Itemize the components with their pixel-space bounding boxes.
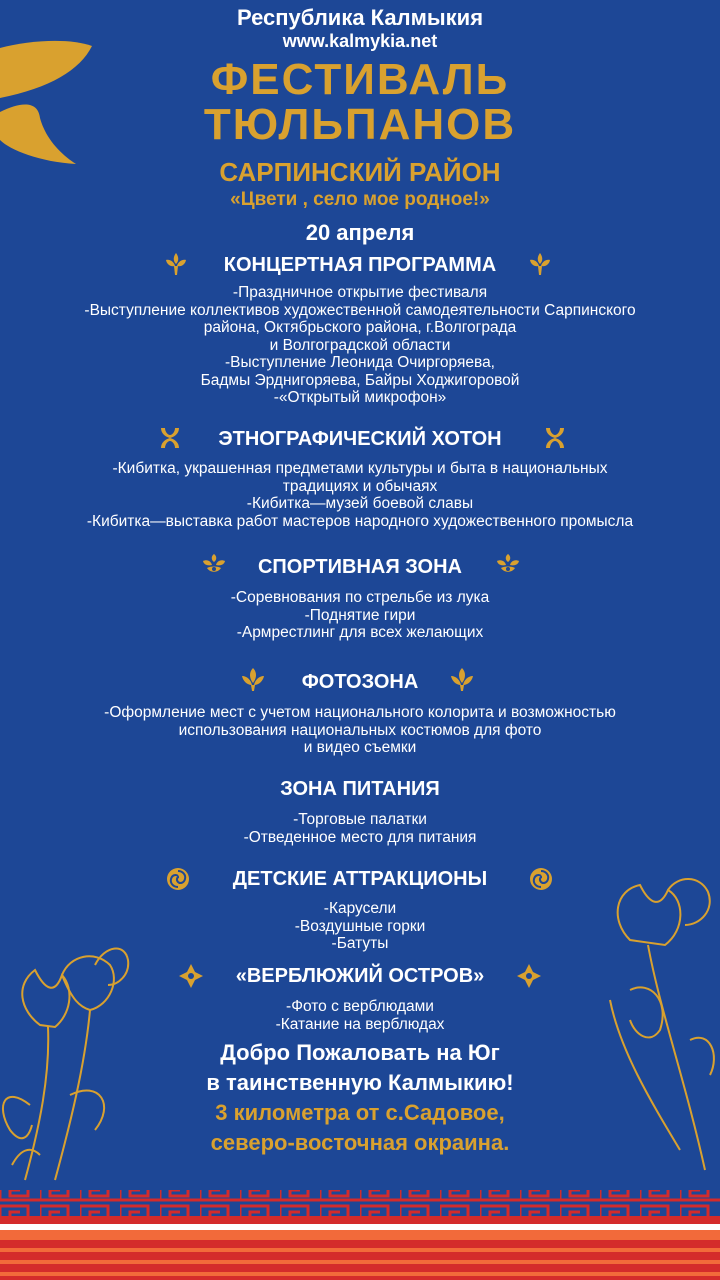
festival-title-line1: ФЕСТИВАЛЬ (210, 55, 510, 104)
section-title-camel: «ВЕРБЛЮЖИЙ ОСТРОВ» (235, 965, 485, 987)
list-item: -Праздничное открытие фестиваля (232, 284, 488, 301)
section-body-ethnographic (0, 460, 720, 530)
ornamental-border (0, 1180, 720, 1280)
list-item: и видео съемки (303, 739, 417, 756)
section-title-sport: СПОРТИВНАЯ ЗОНА (257, 556, 462, 578)
section-body-sport (0, 589, 720, 642)
list-item: -Воздушные горки (294, 917, 426, 935)
location-line2: северо-восточная окраина. (210, 1130, 510, 1155)
list-item: -Батуты (331, 935, 389, 952)
list-item: -Карусели (323, 900, 397, 917)
location-line1: 3 километра от с.Садовое, (215, 1100, 505, 1125)
section-title-kids: ДЕТСКИЕ АТТРАКЦИОНЫ (232, 868, 488, 890)
list-item: -Армрестлинг для всех желающих (236, 624, 484, 641)
list-item: Бадмы Эрднигоряева, Байры Ходжигоровой (200, 371, 520, 389)
diamond-ornament-icon (516, 963, 542, 989)
festival-title-line2: ТЮЛЬПАНОВ (203, 100, 517, 149)
list-item: использования национальных костюмов для фото (178, 721, 542, 739)
list-item: -Выступление коллективов художественной самодеятельности Сарпинского (84, 301, 636, 319)
section-title-ethnographic: ЭТНОГРАФИЧЕСКИЙ ХОТОН (218, 428, 502, 450)
lotus-ornament-icon (495, 551, 521, 577)
list-item: -Кибитка—выставка работ мастеров народного художественного промысла (86, 512, 634, 530)
section-body-camel (0, 998, 720, 1033)
section-title-food: ЗОНА ПИТАНИЯ (280, 778, 440, 800)
tulip-ornament-icon (449, 666, 475, 692)
list-item: -Оформление мест с учетом национального колорита и возможностью (104, 704, 616, 721)
list-item: района, Октябрьского района, г.Волгограда (203, 319, 517, 336)
list-item: -Кибитка—музей боевой славы (246, 495, 474, 512)
section-body-food (0, 811, 720, 846)
list-item: традициях и обычаях (282, 477, 438, 495)
list-item: -Выступление Леонида Очиргоряева, (224, 354, 495, 371)
welcome-line2: в таинственную Калмыкию! (206, 1070, 514, 1095)
welcome-line1: Добро Пожаловать на Юг (220, 1040, 500, 1065)
list-item: -Кибитка, украшенная предметами культуры и быта в национальных (112, 460, 608, 477)
swirl-ornament-icon (528, 866, 554, 892)
horn-ornament-icon (542, 425, 568, 451)
section-body-photo (0, 704, 720, 757)
section-body-kids (0, 900, 720, 953)
motto: «Цвети , село мое родное!» (230, 189, 490, 210)
lily-ornament-icon (527, 251, 553, 277)
list-item: -Поднятие гири (304, 606, 416, 624)
list-item: -Соревнования по стрельбе из лука (230, 589, 490, 606)
website-link[interactable]: www.kalmykia.net (282, 31, 438, 51)
region-name: Республика Калмыкия (236, 5, 484, 30)
list-item: -Отведенное место для питания (243, 828, 477, 846)
section-title-concert: КОНЦЕРТНАЯ ПРОГРАММА (223, 254, 497, 276)
list-item: и Волгоградской области (269, 336, 451, 354)
event-date: 20 апреля (305, 220, 415, 245)
district-name: САРПИНСКИЙ РАЙОН (219, 157, 501, 187)
section-title-photo: ФОТОЗОНА (301, 671, 419, 693)
welcome-message (0, 1038, 720, 1158)
list-item: -Торговые палатки (293, 811, 427, 828)
section-body-concert (0, 284, 720, 407)
list-item: -Фото с верблюдами (286, 998, 434, 1015)
list-item: -Катание на верблюдах (275, 1015, 445, 1033)
list-item: -«Открытый микрофон» (273, 389, 447, 406)
